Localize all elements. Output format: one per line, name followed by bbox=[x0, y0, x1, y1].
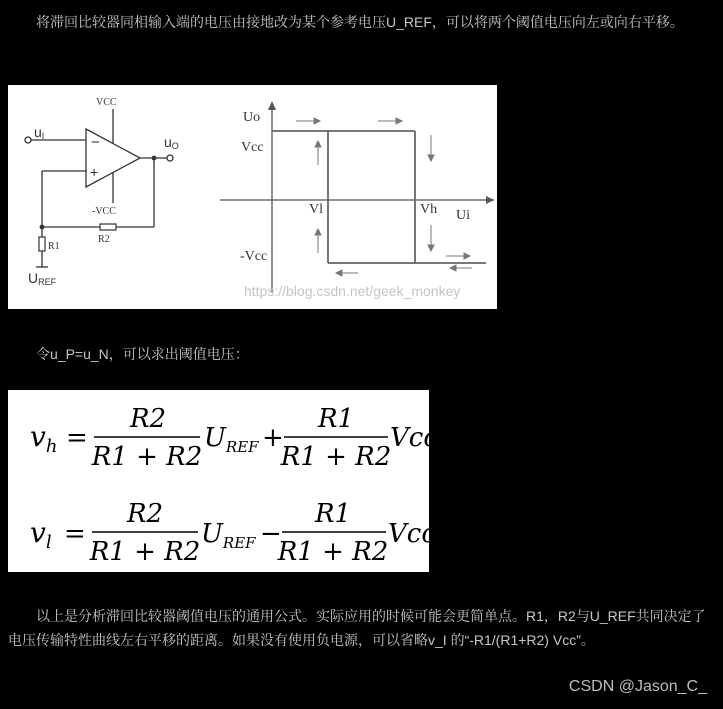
comparator-figure-svg bbox=[8, 85, 497, 309]
vl-uref: $U_{REF}$ bbox=[201, 519, 256, 552]
resistor-r1 bbox=[39, 237, 45, 251]
vcc-level-label: Vcc bbox=[241, 140, 264, 155]
vl-equals: = bbox=[64, 519, 86, 549]
comparator-figure bbox=[8, 85, 497, 309]
vh-num-r1: R1 bbox=[317, 404, 355, 434]
vcc-bottom-label: -VCC bbox=[92, 206, 116, 217]
vh-equals: = bbox=[66, 423, 88, 453]
vl-den-2: R1 + R2 bbox=[277, 537, 389, 567]
intro-paragraph: 将滞回比较器同相输入端的电压由接地改为某个参考电压U_REF，可以将两个阈值电压向左或向右平移。 bbox=[36, 14, 684, 30]
image-watermark: https://blog.csdn.net/geek_monkey bbox=[244, 283, 461, 299]
output-terminal bbox=[167, 155, 173, 161]
vh-uref: $U_{REF}$ bbox=[204, 423, 259, 456]
vh-lhs: $v_h$ bbox=[30, 420, 58, 457]
threshold-formulas-svg bbox=[8, 390, 438, 572]
vl-num-r2: R2 bbox=[126, 499, 164, 529]
input-label: uI bbox=[34, 124, 45, 141]
input-terminal bbox=[25, 137, 31, 143]
vh-threshold-label: Vh bbox=[420, 202, 438, 217]
threshold-formulas bbox=[8, 390, 438, 572]
vl-den: R1 + R2 bbox=[89, 537, 201, 567]
condition-paragraph: 令u_P=u_N，可以求出阈值电压： bbox=[36, 346, 249, 362]
vh-plus: + bbox=[262, 423, 284, 453]
r1-label: R1 bbox=[48, 241, 60, 252]
x-axis-label: Ui bbox=[456, 208, 470, 223]
vl-num-r1: R1 bbox=[314, 499, 352, 529]
r2-label: R2 bbox=[98, 234, 110, 245]
hysteresis-loop bbox=[272, 131, 486, 263]
vl-threshold-label: Vl bbox=[309, 202, 323, 217]
vl-lhs: $v_l$ bbox=[30, 516, 52, 553]
vl-vcc: Vcc bbox=[388, 519, 436, 549]
vh-den: R1 + R2 bbox=[91, 442, 203, 472]
y-axis-label: Uo bbox=[243, 110, 261, 125]
resistor-r2 bbox=[100, 224, 116, 230]
neg-vcc-level-label: -Vcc bbox=[240, 249, 268, 264]
output-label: uO bbox=[164, 134, 179, 151]
vcc-top-label: VCC bbox=[96, 97, 117, 108]
minus-input-sign: − bbox=[91, 134, 100, 151]
uref-label: UREF bbox=[28, 270, 57, 287]
vh-den-2: R1 + R2 bbox=[280, 442, 392, 472]
plus-input-sign: + bbox=[90, 164, 99, 180]
vh-num-r2: R2 bbox=[129, 404, 167, 434]
vl-minus: − bbox=[260, 519, 282, 549]
summary-paragraph: 以上是分析滞回比较器阈值电压的通用公式。实际应用的时候可能会更简单点。R1，R2与U_REF共同决定了电压传输特性曲线左右平移的距离。如果没有使用负电源，可以省略v_I 的“-R1/(R1+R2) Vcc”。 bbox=[8, 608, 706, 648]
vh-vcc: Vcc bbox=[390, 423, 438, 453]
csdn-author-watermark: CSDN @Jason_C_ bbox=[568, 678, 707, 695]
